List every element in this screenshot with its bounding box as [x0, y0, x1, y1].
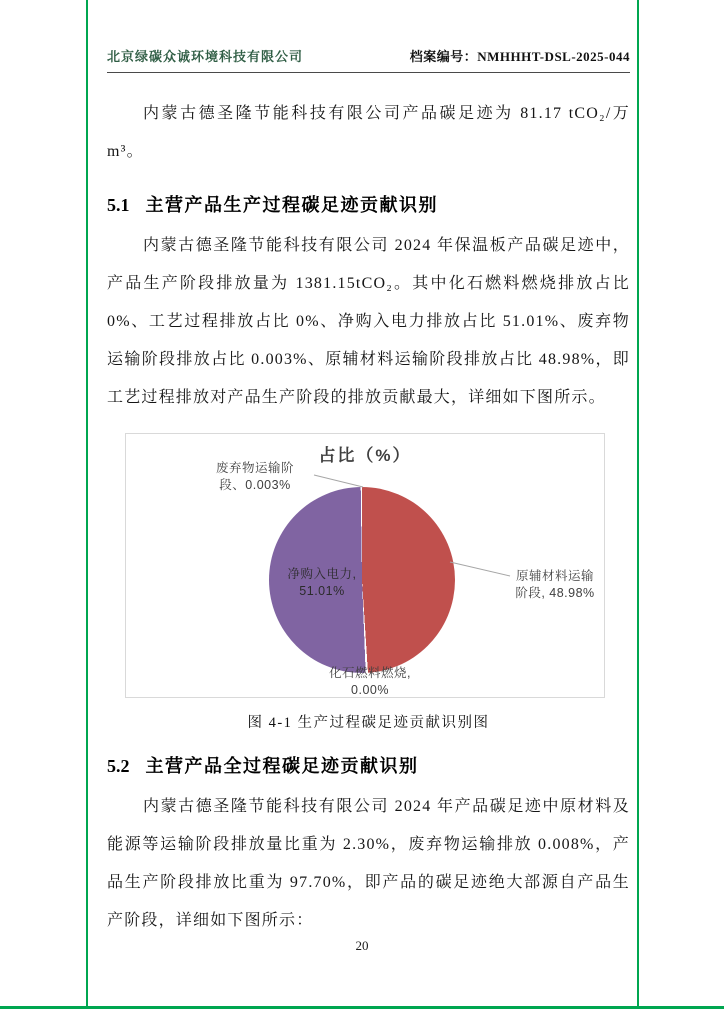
section-5-1-body: 内蒙古德圣隆节能科技有限公司 2024 年保温板产品碳足迹中，产品生产阶段排放量为 1381.15tCO₂。其中化石燃料燃烧排放占比 0%、工艺过程排放占比 0%、净购入电力排放占比 51.01%、废弃物运输阶段排放占比 0.003%、原辅材料运输阶段排放占比 48.98%，即工艺过程排放对产品生产阶段的排放贡献最大，详细如下图所示。 [107, 237, 630, 406]
page-border-right [637, 0, 639, 1008]
section-5-2-body: 内蒙古德圣隆节能科技有限公司 2024 年产品碳足迹中原材料及能源等运输阶段排放量比重为 2.30%，废弃物运输排放 0.008%，产品生产阶段排放比重为 97.70%，即产品的碳足迹绝大部源自产品生产阶段，详细如下图所示： [107, 798, 630, 929]
page-content [107, 46, 630, 940]
pie-chart-figure [125, 433, 605, 698]
label-purchased-electricity: 净购入电力, 51.01% [287, 567, 357, 598]
label-waste-transport: 废弃物运输阶 段、0.003% [215, 461, 294, 492]
header-company-name: 北京绿碳众诚环境科技有限公司 [107, 49, 304, 64]
page-number: 20 [355, 938, 369, 953]
intro-paragraph: 内蒙古德圣隆节能科技有限公司产品碳足迹为 81.17 tCO₂/万 m³。 [107, 105, 630, 160]
label-raw-material-transport: 原辅材料运输 阶段, 48.98% [515, 569, 595, 600]
page-border-left [86, 0, 88, 1008]
section-5-1-number: 5.1 [107, 195, 130, 215]
figure-caption: 图 4-1 生产过程碳足迹贡献识别图 [247, 715, 490, 731]
section-5-1-heading [107, 191, 630, 217]
chart-title: 占比（%） [318, 446, 412, 465]
section-5-2-title: 主营产品全过程碳足迹贡献识别 [145, 756, 419, 776]
header-file-number: 档案编号：NMHHHT-DSL-2025-044 [409, 49, 630, 64]
page-border-bottom [0, 1006, 724, 1009]
document-header [107, 46, 630, 73]
section-5-2-heading [107, 752, 630, 778]
section-5-2-number: 5.2 [107, 756, 130, 776]
section-5-1-title: 主营产品生产过程碳足迹贡献识别 [145, 195, 438, 215]
label-fossil-fuel: 化石燃料燃烧, 0.00% [329, 666, 411, 697]
